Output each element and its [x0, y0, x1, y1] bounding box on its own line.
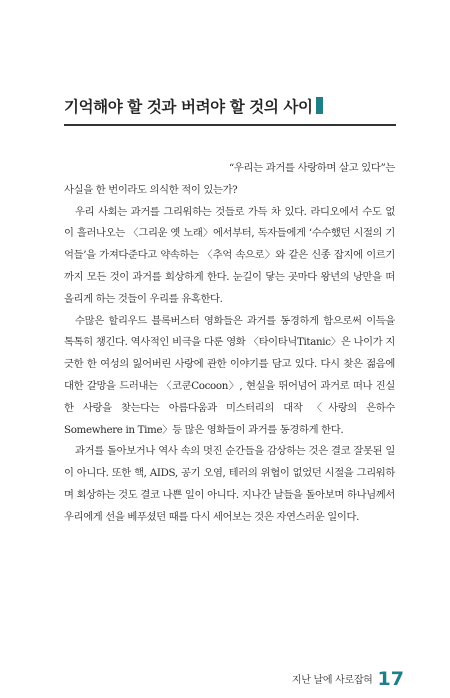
paragraph-3: 수많은 할리우드 블록버스터 영화들은 과거를 동경하게 함으로써 이득을 톡톡히 챙긴다. 역사적인 비극을 다룬 영화 〈타이타닉Titanic〉은 나이가 지긋한 한 여성의 잃어버린 사랑에 관한 이야기를 담고 있다. 다시 찾은 젊음에 대한 갈망을 드러내는 〈코쿤Cocoon〉, 현실을 뛰어넘어 과거로 떠나 진실한 사랑을 찾는다는 아름다움과 미스터리의 대작 〈사랑의 은하수Somewhere in Time〉등 많은 영화들이 과거를 동경하게 한다.	[64, 314, 395, 436]
heading-accent-bar	[316, 97, 323, 114]
paragraph-2: 우리 사회는 과거를 그리워하는 것들로 가득 차 있다. 라디오에서 수도 없이 흘러나오는 〈그리운 옛 노래〉에서부터, 독자들에게 ‘수수했던 시절의 기억들’을 가져다준다고 약속하는 〈추억 속으로〉와 같은 신종 잡지에 이르기까지 모든 것이 과거를 회상하게 한다. 눈길이 닿는 곳마다 왕년의 낭만을 떠올리게 하는 것들이 우리를 유혹한다.	[64, 205, 395, 305]
section-heading	[64, 97, 394, 117]
paragraph-1: “우리는 과거를 사랑하며 살고 있다”는 사실을 한 번이라도 의식한 적이 있는가?	[64, 162, 395, 196]
body-text	[64, 158, 395, 529]
running-title: 지난 날에 사로잡혀	[291, 675, 373, 686]
page-number: 17	[377, 668, 404, 690]
heading-underline	[64, 124, 396, 126]
paragraph-4: 과거를 돌아보거나 역사 속의 멋진 순간들을 감상하는 것은 결코 잘못된 일이 아니다. 또한 핵, AIDS, 공기 오염, 테러의 위협이 없었던 시절을 그리워하며 회상하는 것도 결코 나쁜 일이 아니다. 지나간 날들을 돌아보며 하나님께서 우리에게 선을 베푸셨던 때를 다시 세어보는 것은 자연스러운 일이다.	[64, 445, 395, 523]
section-title: 기억해야 할 것과 버려야 할 것의 사이	[64, 98, 313, 116]
page-footer	[292, 668, 404, 690]
